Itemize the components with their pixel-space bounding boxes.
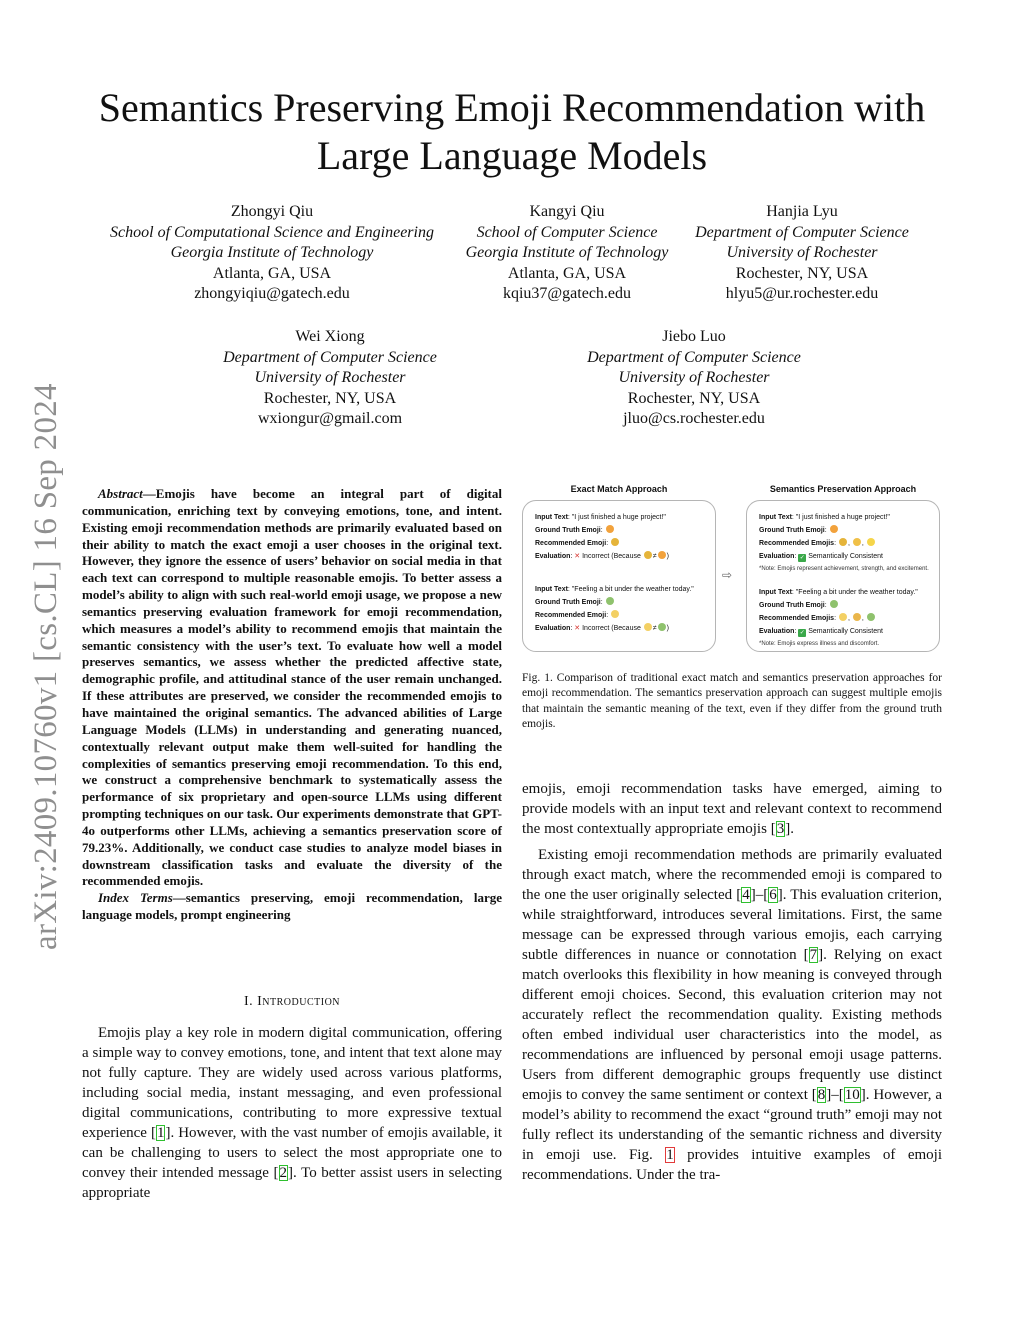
row-key: Input Text xyxy=(535,514,568,521)
intro-left-column xyxy=(82,1023,502,1203)
abstract-paragraph xyxy=(82,486,502,890)
panel-row: Ground Truth Emoji: xyxy=(535,596,705,609)
figure-1 xyxy=(522,482,942,662)
abstract-text: Emojis have become an integral part of digital communication, enriching text by conveying emotions, tone, and intent. Existing emoji recommendation methods are primarily evaluated based on their ability to match the exact emoji a user chooses in the original text. However, they ignore the essence of users’ behavior on social media in that each text can correspond to multiple reasonable emojis. To better assess a model’s ability to align with such real-world emoji usage, we propose a new semantics preserving evaluation framework for emoji recommendation, which measures a model’s ability to recommend emojis that maintain the semantic consistency with the user’s text. To evaluate how well a model preserves semantics, we assess whether the predicted affective state, demographic profile, and attitudinal stance of the user remain unchanged. If these attributes are preserved, we consider the recommended emojis to have maintained the original semantics. The advanced abilities of Large Language Models (LLMs) in understanding and generating nuanced, contextually relevant output make them well-suited for handling the complexities of semantics preserving emoji recommendation. To this end, we construct a comprehensive benchmark to systematically assess the performance of six proprietary and open-source LLMs using different prompting techniques on our task. Our experiments demonstrate that GPT-4o outperforms other LLMs, achieving a semantics preservation score of 79.23%. Additionally, we conduct case studies to analyze model biases in downstream classification tasks and evaluate the diversity of the recommended emojis. xyxy=(82,486,502,889)
text-run: – xyxy=(755,887,764,903)
text-run: . This evaluation criterion, while straightforward, introduces several limitations. First, the same message can be expressed through various emojis, each carrying subtle differences in nuance or connotation xyxy=(522,887,942,963)
author-institution: Georgia Institute of Technology xyxy=(465,244,669,261)
panel-row: Evaluation: ✕ Incorrect (Because ≠ ) xyxy=(535,553,670,560)
not-equal-sign: ≠ xyxy=(652,625,657,632)
row-key: Evaluation xyxy=(759,628,795,635)
text-run: – xyxy=(831,1087,839,1103)
figure-reference-link[interactable]: 1 xyxy=(666,1147,674,1163)
row-value: : "Feeling a bit under the weather today." xyxy=(791,589,918,596)
panel-row xyxy=(535,583,705,596)
citation-link[interactable]: 3 xyxy=(776,821,785,837)
sick-face-emoji-icon xyxy=(867,613,875,621)
row-key: Recommended Emojis xyxy=(759,615,835,622)
author-affiliation: Department of Computer Science xyxy=(223,348,437,366)
row-value: Semantically Consistent xyxy=(806,628,883,635)
section-number: I. xyxy=(243,994,254,1009)
panel-note: *Note: Emojis express illness and discomfort. xyxy=(759,641,880,647)
row-key: Input Text xyxy=(759,514,792,521)
author-institution: Georgia Institute of Technology xyxy=(170,244,374,261)
text-run: emojis, emoji recommendation tasks have emerged, aiming to provide models with an input text and relevant context to recommend the most contextually appropriate emojis xyxy=(522,781,942,837)
check-mark-icon: ✓ xyxy=(799,630,805,636)
text-run: . To better assist users in selecting appropriate xyxy=(82,1165,502,1201)
sparkles-emoji-icon xyxy=(867,538,875,546)
exact-match-panel xyxy=(522,500,716,652)
panel-row: Recommended Emojis: , , xyxy=(759,612,929,625)
party-popper-emoji-icon xyxy=(830,525,838,533)
row-key: Ground Truth Emoji xyxy=(759,527,825,534)
author-institution: University of Rochester xyxy=(254,369,406,386)
citation-link[interactable]: 10 xyxy=(844,1087,860,1103)
intro-right-column xyxy=(522,779,942,1185)
flexed-biceps-emoji-icon xyxy=(853,538,861,546)
section-title: Introduction xyxy=(257,994,341,1009)
panel-row: Evaluation: ✓ Semantically Consistent xyxy=(759,628,883,636)
row-value: ) xyxy=(666,625,670,632)
author-email[interactable]: kqiu37@gatech.edu xyxy=(502,285,632,302)
paper-title xyxy=(60,84,964,180)
author-email[interactable]: jluo@cs.rochester.edu xyxy=(623,410,765,427)
author-affiliation: Department of Computer Science xyxy=(695,223,909,241)
author-affiliation: School of Computer Science xyxy=(476,223,658,241)
panel-row: Ground Truth Emoji: xyxy=(535,524,705,537)
row-key: Ground Truth Emoji xyxy=(535,527,601,534)
row-key: Ground Truth Emoji xyxy=(535,599,601,606)
author-institution: University of Rochester xyxy=(618,369,770,386)
panel-row: Evaluation: ✕ Incorrect (Because ≠ ) xyxy=(535,625,670,632)
index-terms-text: semantics preserving, emoji recommendation, large language models, prompt engineering xyxy=(82,890,503,923)
abstract xyxy=(82,486,502,924)
index-terms xyxy=(82,890,502,924)
author-block-5 xyxy=(564,327,824,430)
author-block-2 xyxy=(452,202,682,305)
text-run: . However, a model’s ability to recommend the exact “ground truth” emoji may not fully reflect its understanding of the semantic richness and diversity in emoji use. Fig. xyxy=(522,1087,942,1163)
arxiv-identifier-stamp: arXiv:2409.10760v1 [cs.CL] 16 Sep 2024 xyxy=(28,383,64,950)
row-key: Recommended Emoji xyxy=(535,612,607,619)
row-value: : "I just finished a huge project!" xyxy=(567,514,666,521)
paper-title-line-2: Large Language Models xyxy=(316,133,708,178)
row-value: Incorrect (Because xyxy=(580,553,641,560)
figure-right-title: Semantics Preservation Approach xyxy=(769,484,917,494)
abstract-label: Abstract xyxy=(98,486,143,501)
trophy-emoji-icon xyxy=(644,551,652,559)
author-email[interactable]: hlyu5@ur.rochester.edu xyxy=(725,285,879,302)
check-mark-icon: ✓ xyxy=(799,555,805,561)
thermometer-face-emoji-icon xyxy=(853,613,861,621)
row-value: Incorrect (Because xyxy=(580,625,641,632)
citation-link[interactable]: 8 xyxy=(817,1087,826,1103)
intro-paragraph-continued: emojis, emoji recommendation tasks have emerged, aiming to provide models with an input text and relevant context to recommend the most contextually appropriate emojis [3]. xyxy=(522,781,942,837)
text-run: . However, with the vast number of emojis available, it can be challenging to users to select the most appropriate one to convey their intended message xyxy=(82,1125,503,1181)
author-location: Rochester, NY, USA xyxy=(263,389,397,407)
semantics-preservation-panel xyxy=(746,500,940,652)
cross-mark-icon: ✕ xyxy=(574,553,581,560)
row-value: : "Feeling a bit under the weather today." xyxy=(567,586,694,593)
text-run: provides intuitive examples of emoji recommendations. Under the tra- xyxy=(522,1147,942,1183)
author-name: Wei Xiong xyxy=(295,328,365,345)
cross-mark-icon: ✕ xyxy=(574,625,581,632)
author-block-1 xyxy=(82,202,462,305)
panel-row: Ground Truth Emoji: xyxy=(759,599,929,612)
citation-link[interactable]: 4 xyxy=(742,887,750,903)
trophy-emoji-icon xyxy=(611,538,619,546)
abstract-dash: — xyxy=(142,486,156,501)
text-run: . xyxy=(790,821,794,837)
citation-link[interactable]: 1 xyxy=(156,1125,165,1141)
row-key: Recommended Emoji xyxy=(535,540,607,547)
panel-row: Ground Truth Emoji: xyxy=(759,524,929,537)
index-terms-dash: — xyxy=(172,890,186,906)
citation-link[interactable]: 6 xyxy=(769,887,777,903)
author-location: Rochester, NY, USA xyxy=(735,264,869,282)
panel-row xyxy=(759,586,929,599)
intro-paragraph-2: Existing emoji recommendation methods are primarily evaluated through exact match, where the recommended emoji is compared to the one the user originally selected [4]–[6]. This evaluation criterion, while straightforward, introduces several limitations. First, the same message can be expressed through various emojis, each carrying subtle differences in nuance or connotation [7]. Relying on exact match overlooks this flexibility in how meaning is conveyed through different emoji choices. Second, this evaluation criterion may not accurately reflect the recommendation quality. Existing methods often embed individual user characteristics into the model, as recommendations are influenced by personal emoji usage patterns. Users from different demographic groups frequently use distinct emojis to convey the same sentiment or context [8]–[10]. However, a model’s ability to recommend the exact “ground truth” emoji may not fully reflect its understanding of the semantic richness and diversity in emoji use. Fig. 1 provides intuitive examples of emoji recommendations. Under the tra- xyxy=(522,847,943,1183)
not-equal-sign: ≠ xyxy=(652,553,657,560)
author-block-4 xyxy=(200,327,460,430)
author-institution: University of Rochester xyxy=(726,244,878,261)
author-name: Zhongyi Qiu xyxy=(230,203,314,220)
row-value: ) xyxy=(666,553,670,560)
row-key: Input Text xyxy=(535,586,568,593)
author-affiliation: School of Computational Science and Engineering xyxy=(110,223,434,241)
citation-link[interactable]: 2 xyxy=(279,1165,288,1181)
mask-face-emoji-icon xyxy=(839,613,847,621)
mask-face-emoji-icon xyxy=(644,623,652,631)
panel-row xyxy=(759,511,929,524)
author-block-3 xyxy=(682,202,922,305)
author-name: Hanjia Lyu xyxy=(766,203,838,220)
paper-title-line-1: Semantics Preserving Emoji Recommendation with xyxy=(98,85,926,130)
text-run: Emojis play a key role in modern digital communication, offering a simple way to convey emotions, tone, and intent that text alone may not fully capture. They are widely used across various platforms, including social media, instant messaging, and even professional digital communications, contributing to more expressive textual experience xyxy=(82,1025,502,1141)
row-key: Input Text xyxy=(759,589,792,596)
author-name: Kangyi Qiu xyxy=(529,203,605,220)
panel-row: Evaluation: ✓ Semantically Consistent xyxy=(759,553,883,561)
row-value: : "I just finished a huge project!" xyxy=(791,514,890,521)
text-run: . Relying on exact match overlooks this flexibility in how meaning is conveyed through different emoji choices. Second, this evaluation criterion may not accurately reflect the recommendation quality. Existing methods often embed individual user characteristics into the model, as recommendations are influenced by personal emoji usage patterns. Users from different demographic groups frequently use distinct emojis to convey the same sentiment or context xyxy=(522,947,943,1103)
section-heading-introduction xyxy=(82,994,502,1010)
sick-face-emoji-icon xyxy=(830,600,838,608)
row-value: Semantically Consistent xyxy=(806,553,883,560)
author-affiliation: Department of Computer Science xyxy=(587,348,801,366)
party-popper-emoji-icon xyxy=(658,551,666,559)
arrow-right-icon: ⇨ xyxy=(722,568,733,582)
panel-row xyxy=(535,511,705,524)
party-popper-emoji-icon xyxy=(606,525,614,533)
row-key: Evaluation xyxy=(535,625,571,632)
panel-row: Recommended Emojis: , , xyxy=(759,537,929,550)
row-key: Evaluation xyxy=(535,553,571,560)
figure-caption: Fig. 1. Comparison of traditional exact match and semantics preservation approaches for emoji recommendation. The semantics preservation approach can suggest multiple emojis that maintain the semantic meaning of the text, even if they differ from the ground truth emojis. xyxy=(522,672,942,730)
author-location: Atlanta, GA, USA xyxy=(507,264,627,282)
figure-left-title: Exact Match Approach xyxy=(570,484,668,494)
author-location: Atlanta, GA, USA xyxy=(212,264,332,282)
author-location: Rochester, NY, USA xyxy=(627,389,761,407)
citation-link[interactable]: 7 xyxy=(809,947,818,963)
panel-row: Recommended Emoji: xyxy=(535,609,705,622)
row-key: Recommended Emojis xyxy=(759,540,835,547)
mask-face-emoji-icon xyxy=(611,610,619,618)
panel-row: Recommended Emoji: xyxy=(535,537,705,550)
author-email[interactable]: wxiongur@gmail.com xyxy=(257,410,403,427)
sick-face-emoji-icon xyxy=(658,623,666,631)
author-email[interactable]: zhongyiqiu@gatech.edu xyxy=(194,285,350,302)
panel-note: *Note: Emojis represent achievement, strength, and excitement. xyxy=(759,566,929,572)
row-key: Evaluation xyxy=(759,553,795,560)
text-run: Existing emoji recommendation methods are primarily evaluated through exact match, where the recommended emoji is compared to the one the user originally selected xyxy=(522,847,942,903)
row-key: Ground Truth Emoji xyxy=(759,602,825,609)
trophy-emoji-icon xyxy=(839,538,847,546)
index-terms-label: Index Terms xyxy=(98,890,173,906)
author-name: Jiebo Luo xyxy=(662,328,726,345)
intro-paragraph-1: Emojis play a key role in modern digital communication, offering a simple way to convey emotions, tone, and intent that text alone may not fully capture. They are widely used across various platforms, including social media, instant messaging, and even professional digital communications, contributing to more expressive textual experience [1]. However, with the vast number of emojis available, it can be challenging to users to select the most appropriate one to convey their intended message [2]. To better assist users in selecting appropriate xyxy=(82,1025,503,1201)
sick-face-emoji-icon xyxy=(606,597,614,605)
